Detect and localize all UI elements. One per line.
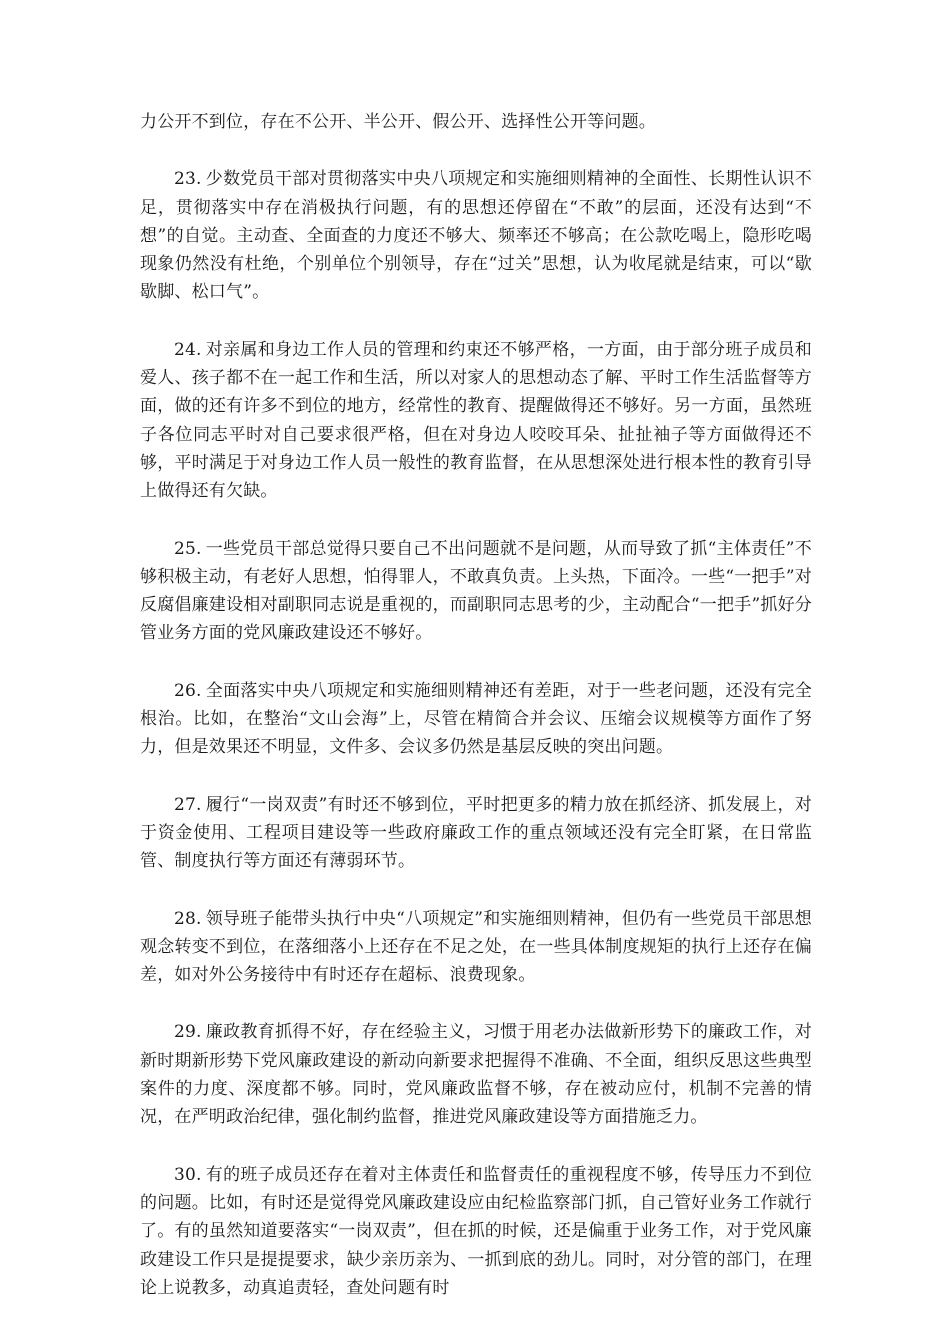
paragraph-number: 29.: [174, 1022, 202, 1043]
document-body: [140, 108, 812, 1331]
paragraph-23: [140, 165, 812, 306]
paragraph-number: 23.: [174, 169, 202, 190]
paragraph-text: 全面落实中央八项规定和实施细则精神还有差距，对于一些老问题，还没有完全根治。比如，在整治“文山会海”上，尽管在精简合并会议、压缩会议规模等方面作了努力，但是效果还不明显，文件多、会议多仍然是基层反映的突出问题。: [140, 680, 812, 758]
paragraph-text: 有的班子成员还存在着对主体责任和监督责任的重视程度不够，传导压力不到位的问题。比如，有时还是觉得党风廉政建设应由纪检监察部门抓，自己管好业务工作就行了。有的虽然知道要落实“一岗双责”，但在抓的时候，还是偏重于业务工作，对于党风廉政建设工作只是提提要求，缺少亲历亲为、一抓到底的劲儿。同时，对分管的部门，在理论上说教多，动真追责轻，查处问题有时: [140, 1164, 812, 1298]
paragraph-text: 履行“一岗双责”有时还不够到位，平时把更多的精力放在抓经济、抓发展上，对于资金使用、工程项目建设等一些政府廉政工作的重点领域还没有完全盯紧，在日常监管、制度执行等方面还有薄弱环节。: [140, 794, 812, 872]
paragraph-text: 领导班子能带头执行中央“八项规定”和实施细则精神，但仍有一些党员干部思想观念转变不到位，在落细落小上还存在不足之处，在一些具体制度规矩的执行上还存在偏差，如对外公务接待中有时还存在超标、浪费现象。: [140, 908, 812, 986]
paragraph-text: 廉政教育抓得不好，存在经验主义，习惯于用老办法做新形势下的廉政工作，对新时期新形势下党风廉政建设的新动向新要求把握得不准确、不全面，组织反思这些典型案件的力度、深度都不够。同时，党风廉政监督不够，存在被动应付，机制不完善的情况，在严明政治纪律，强化制约监督，推进党风廉政建设等方面措施乏力。: [140, 1022, 812, 1128]
paragraph-text: 对亲属和身边工作人员的管理和约束还不够严格，一方面，由于部分班子成员和爱人、孩子都不在一起工作和生活，所以对家人的思想动态了解、平时工作生活监督等方面，做的还有许多不到位的地方，经常性的教育、提醒做得还不够好。另一方面，虽然班子各位同志平时对自己要求很严格，但在对身边人咬咬耳朵、扯扯袖子等方面做得还不够，平时满足于对身边工作人员一般性的教育监督，在从思想深处进行根本性的教育引导上做得还有欠缺。: [140, 339, 812, 502]
paragraph-29: [140, 1018, 812, 1131]
paragraph-text: 力公开不到位，存在不公开、半公开、假公开、选择性公开等问题。: [140, 112, 656, 132]
paragraph-number: 26.: [174, 680, 202, 701]
paragraph-30: [140, 1161, 812, 1302]
paragraph-text: 一些党员干部总觉得只要自己不出问题就不是问题，从而导致了抓“主体责任”不够积极主动，有老好人思想，怕得罪人，不敢真负责。上头热，下面冷。一些“一把手”对反腐倡廉建设相对副职同志说是重视的，而副职同志思考的少，主动配合“一把手”抓好分管业务方面的党风廉政建设还不够好。: [140, 538, 812, 644]
paragraph-28: [140, 905, 812, 990]
paragraph-25: [140, 535, 812, 648]
paragraph-number: 27.: [174, 794, 202, 815]
paragraph-number: 30.: [174, 1164, 202, 1185]
paragraph-text: 少数党员干部对贯彻落实中央八项规定和实施细则精神的全面性、长期性认识不足，贯彻落实中存在消极执行问题，有的思想还停留在“不敢”的层面，还没有达到“不想”的自觉。主动查、全面查的力度还不够大、频率还不够高；在公款吃喝上，隐形吃喝现象仍然没有杜绝，个别单位个别领导，存在“过关”思想，认为收尾就是结束，可以“歇歇脚、松口气”。: [140, 169, 812, 303]
paragraph-24: [140, 336, 812, 506]
paragraph-27: [140, 791, 812, 876]
paragraph-number: 28.: [174, 908, 202, 929]
paragraph-26: [140, 677, 812, 762]
paragraph-number: 24.: [174, 339, 202, 360]
paragraph-continued: [140, 108, 812, 136]
paragraph-number: 25.: [174, 538, 202, 559]
